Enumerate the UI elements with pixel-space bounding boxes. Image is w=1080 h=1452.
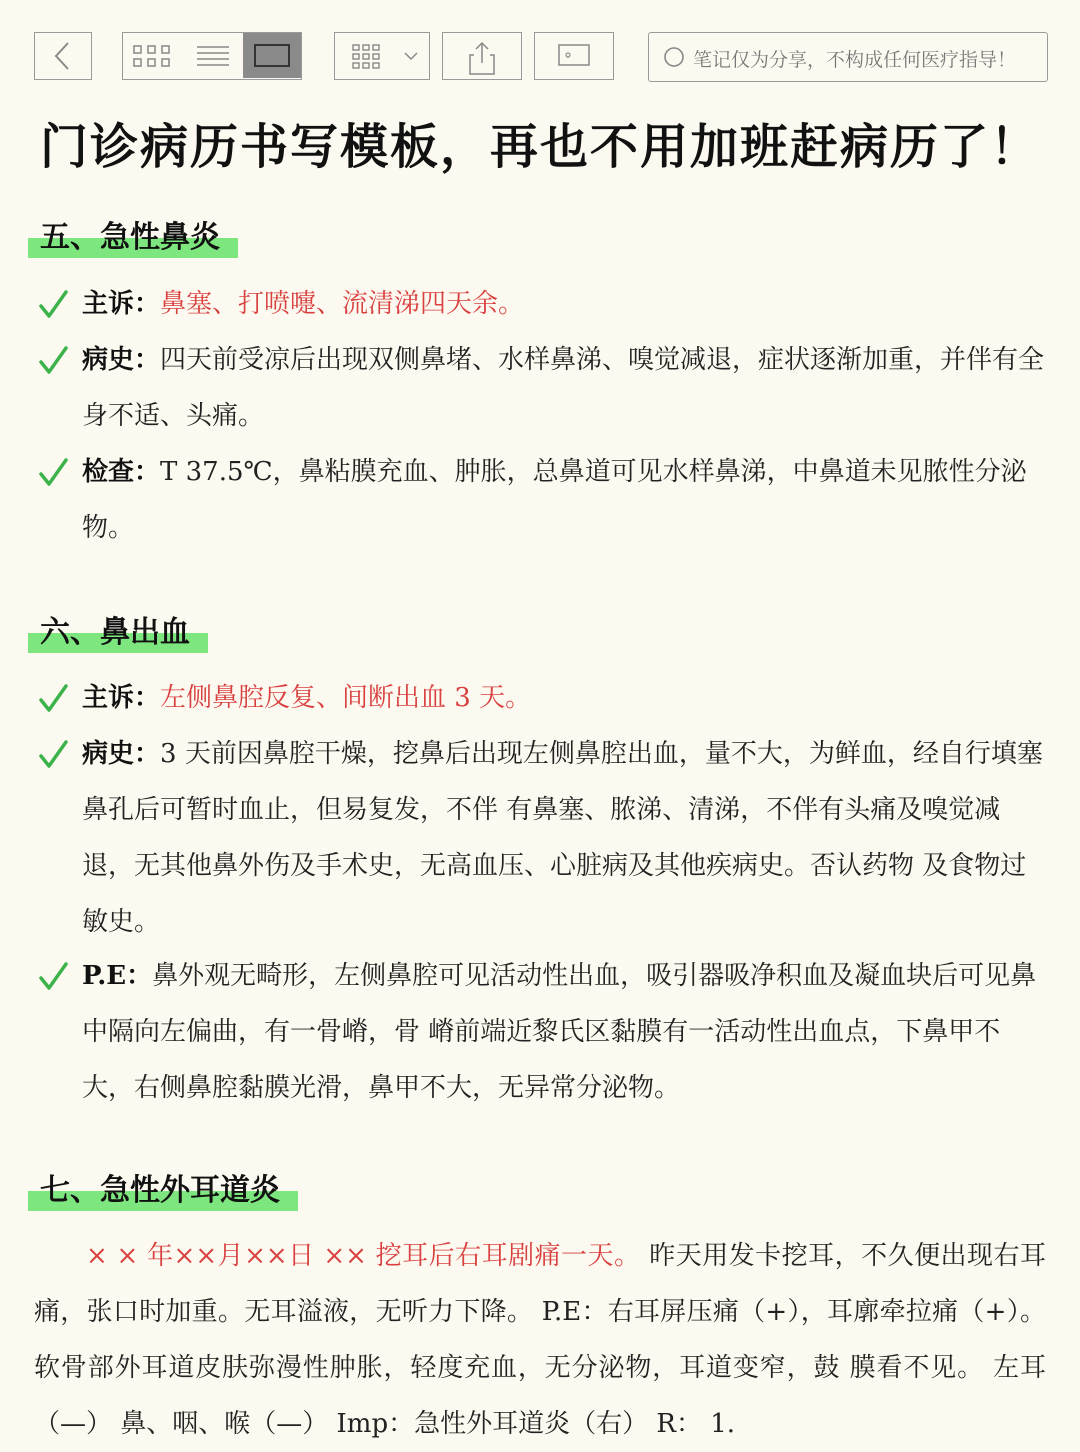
chevron-down-icon [397,33,427,79]
search-box[interactable] [648,32,1048,82]
checkmark-icon [36,276,70,332]
list-view-icon[interactable] [183,33,243,79]
list-item: 检查：T 37.5℃，鼻粘膜充血、肿胀，总鼻道可见水样鼻涕，中鼻道未见脓性分泌物。 [36,444,1046,556]
search-placeholder: 笔记仅为分享，不构成任何医疗指导！ [693,49,1017,71]
checkmark-icon [36,444,70,500]
single-view-button[interactable] [243,33,301,78]
page-title: 门诊病历书写模板，再也不用加班赶病历了！ [39,119,1040,175]
checkmark-icon [36,670,70,726]
chevron-left-icon [35,33,91,79]
list-item: 主诉：左侧鼻腔反复、间断出血 3 天。 [36,670,1046,726]
share-icon [443,33,521,79]
checkmark-icon [36,332,70,388]
checkmark-icon [36,948,70,1004]
search-icon [663,46,687,70]
list-item: 主诉：鼻塞、打喷嚏、流清涕四天余。 [36,276,1046,332]
list-item: P.E：鼻外观无畸形，左侧鼻腔可见活动性出血，吸引器吸净积血及凝血块后可见鼻中隔向左偏曲，有一骨嵴，骨 嵴前端近黎氏区黏膜有一活动性出血点，下鼻甲不大，右侧鼻腔黏膜光滑，鼻甲不大，无异常分泌物。 [36,948,1046,1116]
view-mode-switcher [122,32,302,80]
checkmark-icon [36,726,70,782]
back-button[interactable] [34,32,92,80]
list-item: 病史：四天前受凉后出现双侧鼻堵、水样鼻涕、嗅觉减退，症状逐渐加重，并伴有全身不适、头痛。 [36,332,1046,444]
grid-view-icon[interactable] [123,33,183,79]
share-button[interactable] [442,32,522,80]
list-item: 病史：3 天前因鼻腔干燥，挖鼻后出现左侧鼻腔出血，量不大，为鲜血，经自行填塞鼻孔后可暂时血止，但易复发，不伴 有鼻塞、脓涕、清涕，不伴有头痛及嗅觉减退，无其他鼻外伤及手术史，无高血压、心脏病及其他疾病史。否认药物 及食物过敏史。 [36,726,1046,950]
section-heading: 七、急性外耳道炎 [34,1165,288,1209]
toolbar [34,32,1048,84]
case-paragraph: × × 年××月××日 ×× 挖耳后右耳剧痛一天。 昨天用发卡挖耳，不久便出现右耳痛，张口时加重。无耳溢液，无听力下降。 P.E：右耳屏压痛（+），耳廓牵拉痛（+）。软骨部外耳道皮肤弥漫性肿胀，轻度充血，无分泌物，耳道变窄，鼓 膜看不见。 左耳（—） 鼻、咽、喉（—） Imp：急性外耳道炎（右） R： 1. [34,1241,1046,1439]
single-page-icon [243,33,301,78]
section-heading: 五、急性鼻炎 [34,212,228,256]
layout-dropdown[interactable] [334,32,430,80]
section-heading: 六、鼻出血 [34,607,198,651]
present-button[interactable] [534,32,614,80]
slideshow-icon [535,33,613,79]
layout-grid-icon [337,33,397,79]
